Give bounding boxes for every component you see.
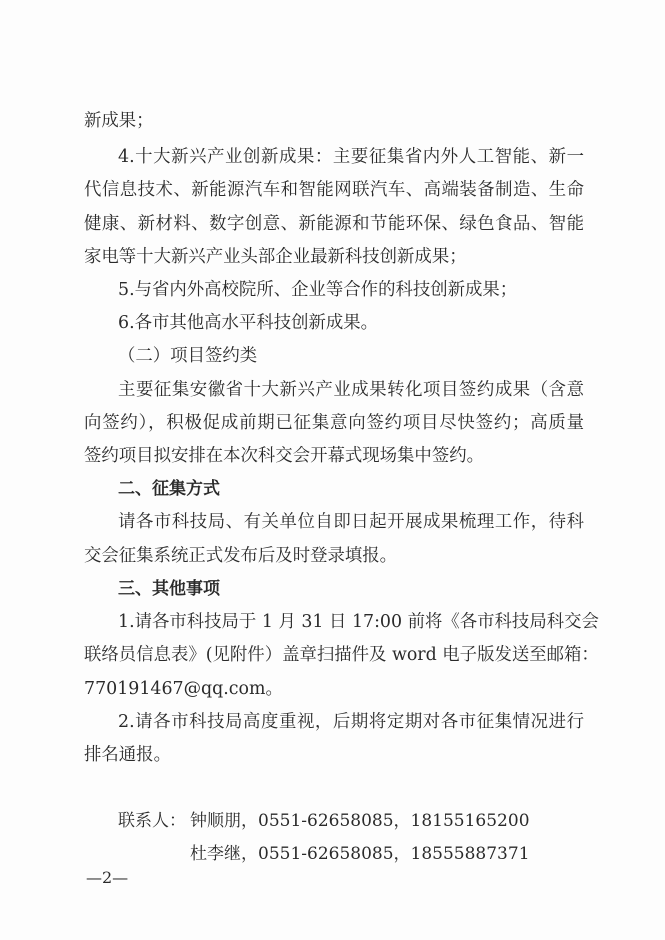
contact-first: 钟顺朋，0551-62658085，18155165200 xyxy=(190,811,530,831)
paragraph-line: 新成果； xyxy=(84,111,154,131)
paragraph-line: 主要征集安徽省十大新兴产业成果转化项目签约成果（含意 xyxy=(118,380,584,400)
section-subheading: （二）项目签约类 xyxy=(118,346,258,366)
section-heading: 三、其他事项 xyxy=(118,579,220,599)
contact-label: 联系人： xyxy=(118,811,186,831)
contact-second: 杜李继，0551-62658085，18555887371 xyxy=(190,844,530,864)
page-number: —2— xyxy=(86,868,129,887)
paragraph-line: 排名通报。 xyxy=(84,745,171,765)
paragraph-line: 请各市科技局、有关单位自即日起开展成果梳理工作，待科 xyxy=(118,512,584,532)
paragraph-line: 代信息技术、新能源汽车和智能网联汽车、高端装备制造、生命 xyxy=(84,180,584,200)
section-heading: 二、征集方式 xyxy=(118,479,220,499)
paragraph-line: 6.各市其他高水平科技创新成果。 xyxy=(118,313,379,333)
paragraph-line: 1.请各市科技局于 1 月 31 日 17:00 前将《各市科技局科交会 xyxy=(118,612,599,632)
paragraph-line: 签约项目拟安排在本次科交会开幕式现场集中签约。 xyxy=(84,446,484,466)
paragraph-line: 5.与省内外高校院所、企业等合作的科技创新成果； xyxy=(118,280,518,300)
paragraph-line: 交会征集系统正式发布后及时登录填报。 xyxy=(84,546,398,566)
paragraph-line: 向签约），积极促成前期已征集意向签约项目尽快签约；高质量 xyxy=(84,413,584,433)
paragraph-line: 4.十大新兴产业创新成果：主要征集省内外人工智能、新一 xyxy=(118,147,584,167)
email-line: 770191467@qq.com。 xyxy=(84,679,283,699)
paragraph-line: 健康、新材料、数字创意、新能源和节能环保、绿色食品、智能 xyxy=(84,214,584,234)
paragraph-line: 家电等十大新兴产业头部企业最新科技创新成果； xyxy=(84,247,467,267)
paragraph-line: 联络员信息表》(见附件）盖章扫描件及 word 电子版发送至邮箱： xyxy=(84,645,599,665)
paragraph-line: 2.请各市科技局高度重视，后期将定期对各市征集情况进行 xyxy=(118,712,584,732)
